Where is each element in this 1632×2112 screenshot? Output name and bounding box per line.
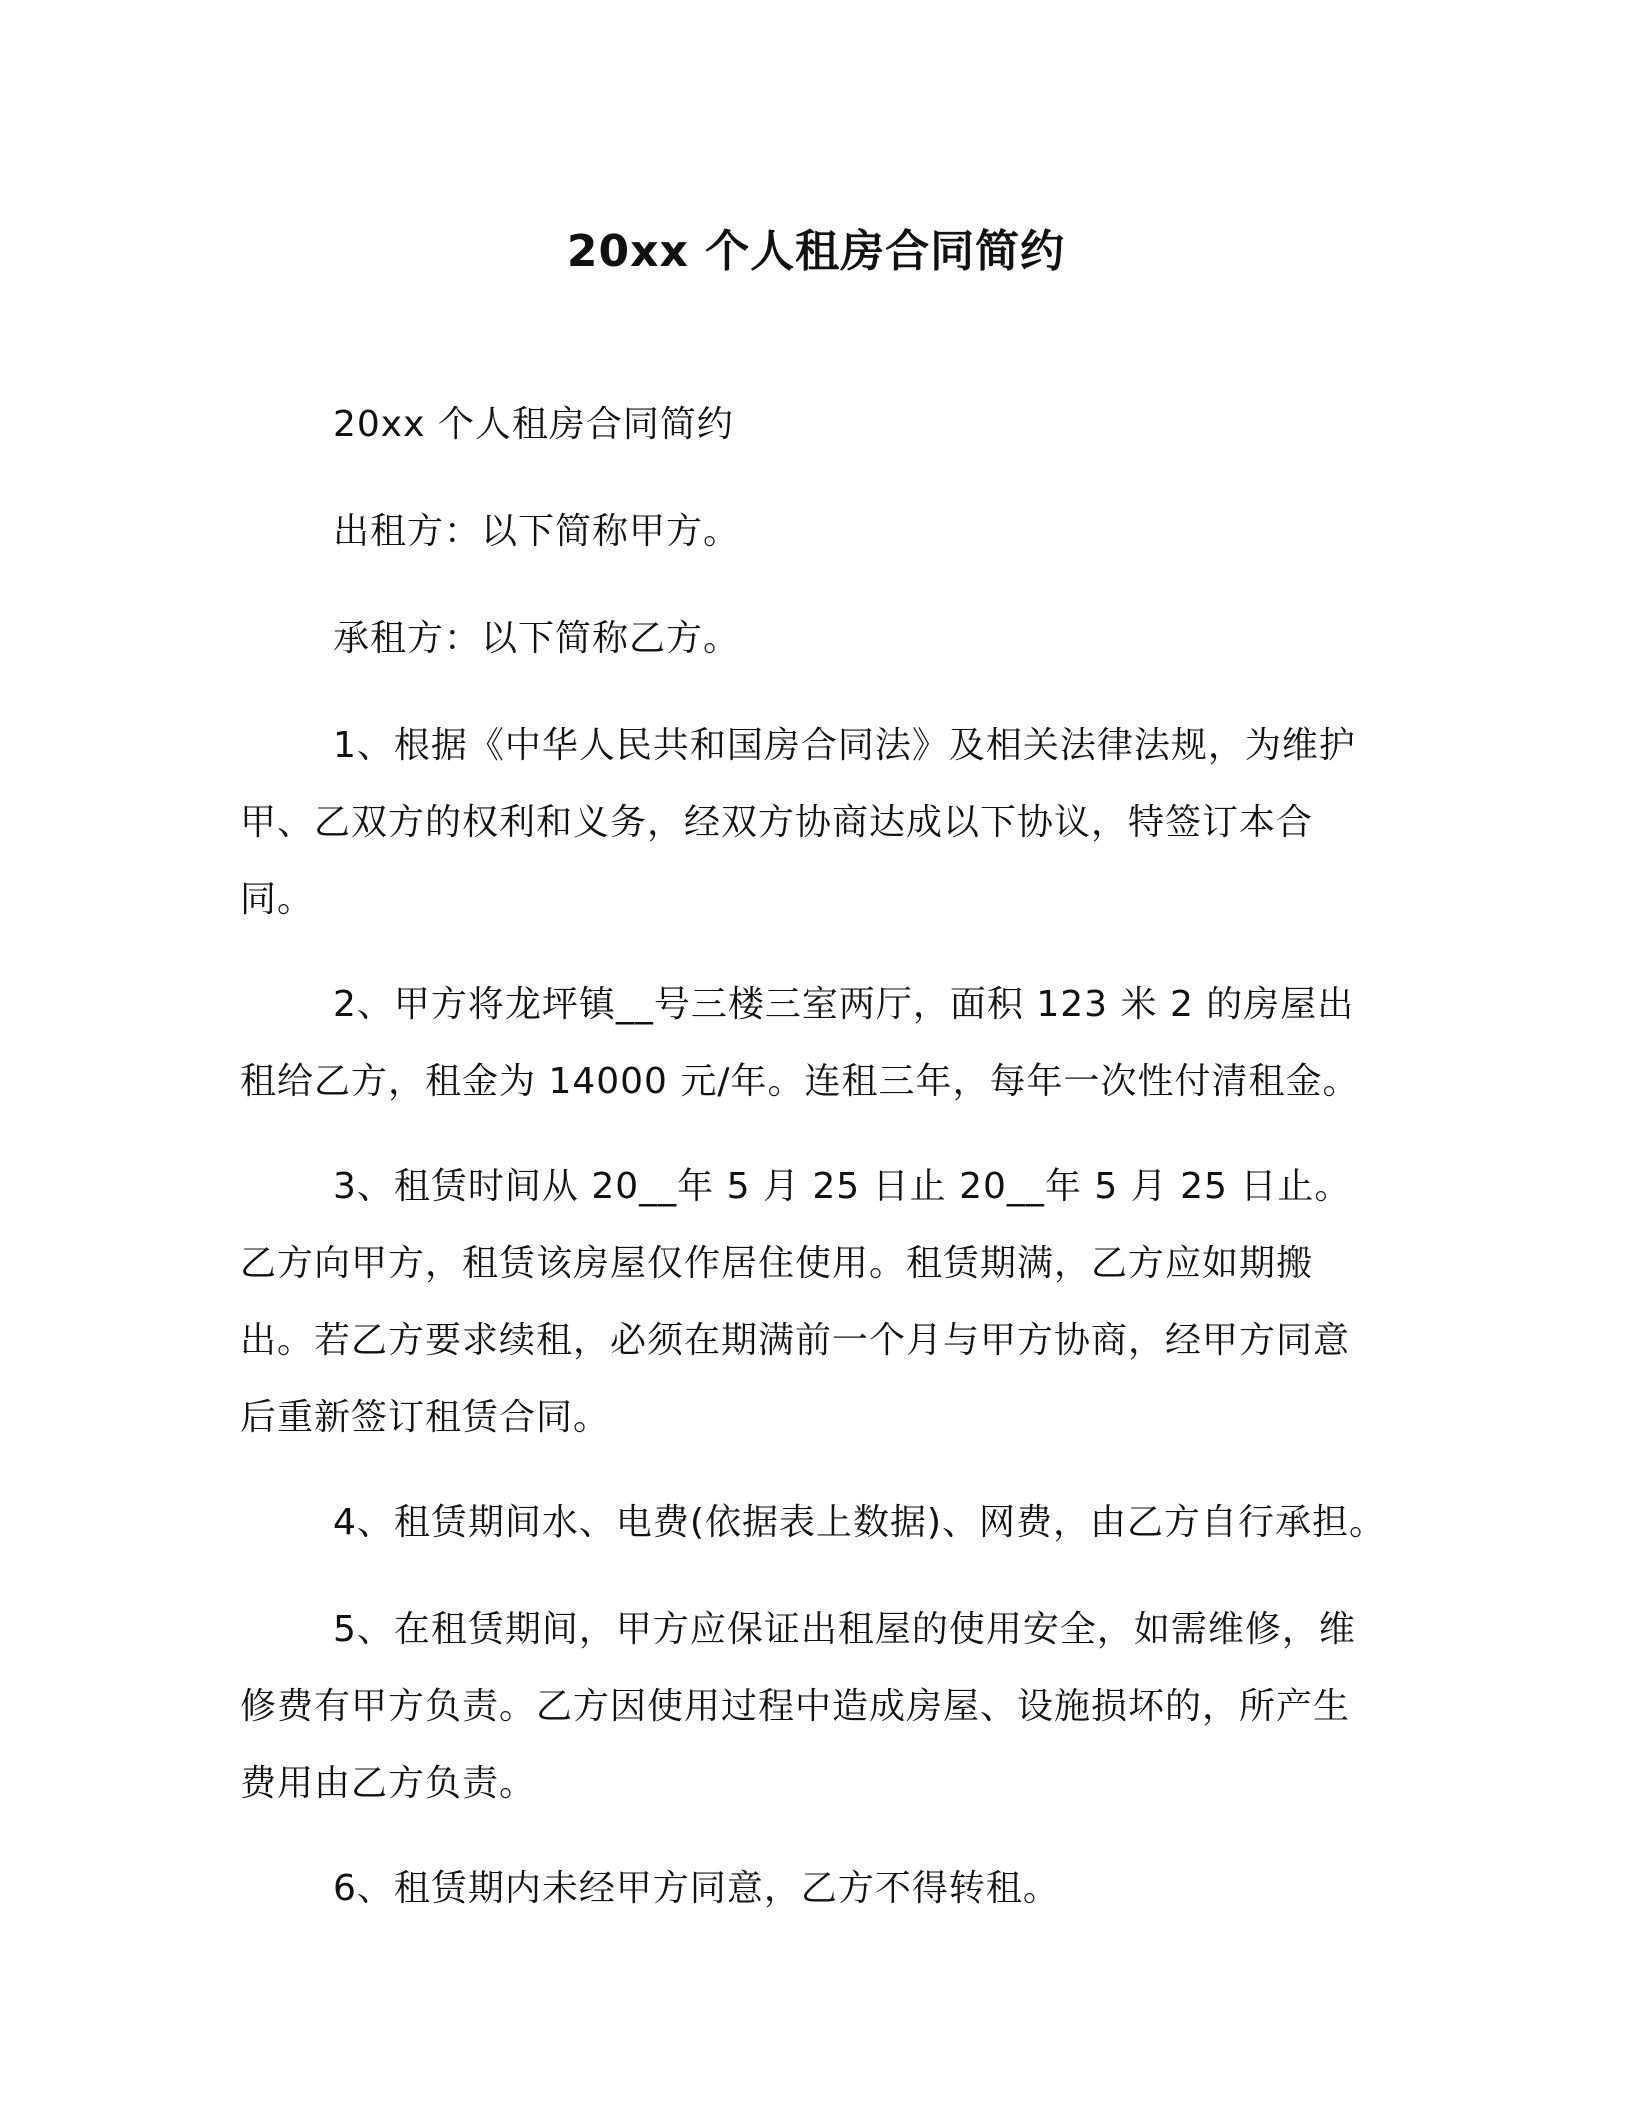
lessee-paragraph: 承租方：以下简称乙方。 [333, 618, 741, 659]
clause-4-paragraph: 4、租赁期间水、电费(依据表上数据)、网费，由乙方自行承担。 [333, 1502, 1386, 1543]
document-body [240, 386, 1386, 1957]
clause-5-paragraph: 5、在租赁期间，甲方应保证出租屋的使用安全，如需维修，维修费有甲方负责。乙方因使用过程中造成房屋、设施损坏的，所产生费用由乙方负责。 [240, 1609, 1356, 1804]
clause-3-paragraph: 3、租赁时间从 20__年 5 月 25 日止 20__年 5 月 25 日止。乙方向甲方，租赁该房屋仅作居住使用。租赁期满，乙方应如期搬出。若乙方要求续租，必须在期满前一个月与甲方协商，经甲方同意后重新签订租赁合同。 [240, 1166, 1352, 1438]
document-title: 20xx 个人租房合同简约 [566, 226, 1066, 277]
clause-2-paragraph: 2、甲方将龙坪镇__号三楼三室两厅，面积 123 米 2 的房屋出租给乙方，租金为 14000 元/年。连租三年，每年一次性付清租金。 [240, 984, 1360, 1102]
subtitle-paragraph: 20xx 个人租房合同简约 [333, 404, 734, 445]
clause-6-paragraph: 6、租赁期内未经甲方同意，乙方不得转租。 [333, 1868, 1060, 1909]
clause-1-paragraph: 1、根据《中华人民共和国房合同法》及相关法律法规，为维护甲、乙双方的权利和义务，经双方协商达成以下协议，特签订本合同。 [240, 725, 1356, 920]
lessor-paragraph: 出租方：以下简称甲方。 [333, 511, 741, 552]
